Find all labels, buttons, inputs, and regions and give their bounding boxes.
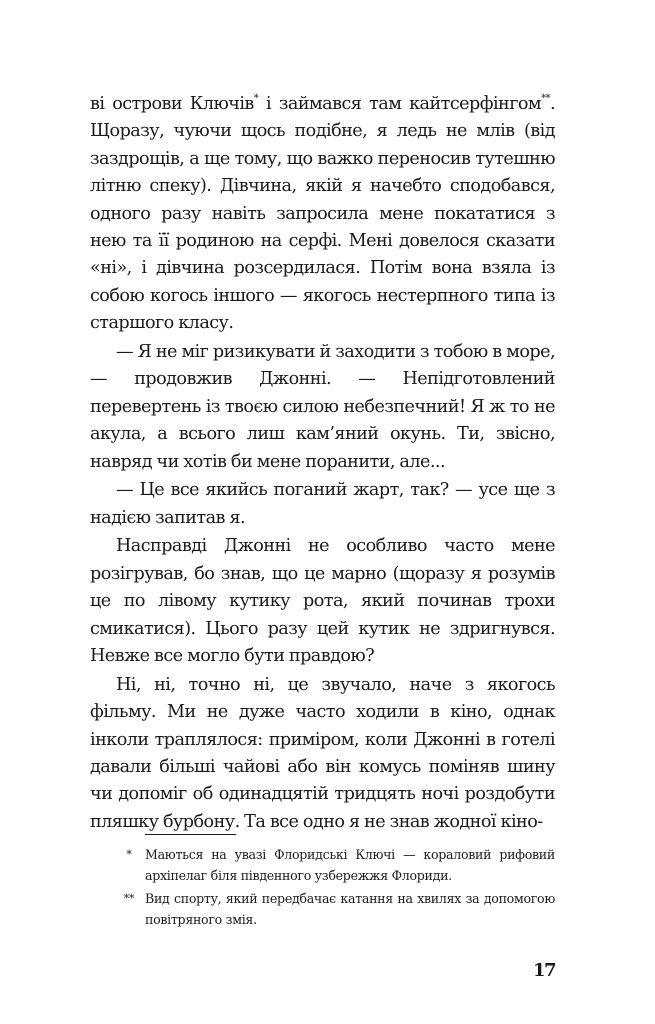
- page-number: 17: [533, 960, 556, 981]
- paragraph-1: [90, 91, 555, 338]
- paragraph-1-text-c: . Щоразу, чуючи щось подібне, я ледь не млів (від заздрощів, а ще тому, що важко переносив тутешню літню спеку). Дівчина, якій я начебто сподобався, одного разу навіть запросила мене покататися з нею та її родиною на серфі. Мені довелося сказати «ні», і дівчина розсердилася. Потім вона взяла із собою когось іншого — якогось нестерпного типа із старшого класу.: [90, 94, 556, 334]
- paragraph-3: — Це все якийсь поганий жарт, так? — усе ще з надією запитав я.: [90, 480, 555, 528]
- paragraph-5: Ні, ні, точно ні, це звучало, наче з якогось фільму. Ми не дуже часто ходили в кіно, однак інколи траплялося: приміром, коли Джонні в готелі давали більші чайові або він комусь поміняв шину чи допоміг об одинадцятій тридцять ночі роздобути пляшку бурбону. Та все одно я не знав жодної кіно-: [90, 674, 555, 832]
- paragraph-1-text-b: і займався там кайтсерфінгом: [258, 94, 542, 114]
- footnote-1-text: Маються на увазі Флоридські Ключі — кораловий рифовий архіпелаг біля південного узбережжя Флориди.: [145, 847, 555, 883]
- footnote-ref-1: *: [253, 93, 259, 104]
- footnotes: [118, 844, 555, 932]
- footnote-2: [118, 888, 555, 930]
- footnote-2-text: Вид спорту, який передбачає катання на хвилях за допомогою повітряного змія.: [145, 891, 555, 927]
- paragraph-1-text-a: ві острови Ключів: [90, 94, 254, 114]
- footnote-1-mark: *: [126, 848, 132, 861]
- footnote-ref-2: **: [541, 93, 550, 104]
- footnote-divider: [145, 834, 236, 835]
- page-body: [90, 91, 555, 837]
- footnote-1: [118, 844, 555, 886]
- paragraph-4: Насправді Джонні не особливо часто мене розігрував, бо знав, що це марно (щоразу я розумів це по лівому кутику рота, який починав трохи смикатися). Цього разу цей кутик не здригнувся. Невже все могло бути правдою?: [90, 536, 555, 667]
- paragraph-2: — Я не міг ризикувати й заходити з тобою в море, — продовжив Джонні. — Непідготовлений перевертень із твоєю силою небезпечний! Я ж то не акула, а всього лиш кам’яний окунь. Ти, звісно, навряд чи хотів би мене поранити, але...: [90, 341, 555, 472]
- footnote-2-mark: **: [123, 892, 135, 905]
